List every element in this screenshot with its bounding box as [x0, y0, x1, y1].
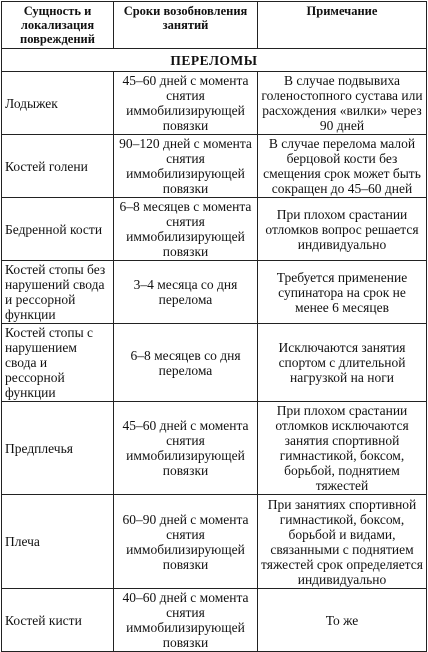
- note-cell: При плохом срастании отломков исключаются занятия спортивной гимнастикой, боксом, борьбой, поднятием тяжестей: [258, 402, 427, 495]
- term-cell: 60–90 дней с момента снятия иммобилизирующей повязки: [114, 495, 258, 589]
- header-row: [2, 2, 427, 49]
- note-cell: То же: [258, 589, 427, 652]
- injury-cell: Костей стопы с нарушением свода и рессорной функции: [2, 324, 114, 402]
- term-cell: 6–8 месяцев с момента снятия иммобилизирующей повязки: [114, 198, 258, 261]
- note-cell: Исключаются занятия спортом с длительной нагрузкой на ноги: [258, 324, 427, 402]
- header-term: Сроки возобновления занятий: [114, 2, 258, 49]
- fracture-recovery-table: [1, 1, 427, 652]
- note-cell: Требуется применение супинатора на срок не менее 6 месяцев: [258, 261, 427, 324]
- table-row: [2, 589, 427, 652]
- injury-cell: Костей голени: [2, 135, 114, 198]
- table-row: [2, 324, 427, 402]
- header-injury: Сущность и локализация повреждений: [2, 2, 114, 49]
- injury-cell: Костей стопы без нарушений свода и рессорной функции: [2, 261, 114, 324]
- note-cell: При плохом срастании отломков вопрос решается индивидуально: [258, 198, 427, 261]
- note-cell: При занятиях спортивной гимнастикой, боксом, борьбой и видами, связанными с поднятием тяжестей срок определяется индивидуально: [258, 495, 427, 589]
- injury-cell: Костей кисти: [2, 589, 114, 652]
- injury-cell: Бедренной кости: [2, 198, 114, 261]
- term-cell: 40–60 дней с момента снятия иммобилизирующей повязки: [114, 589, 258, 652]
- note-cell: В случае перелома малой берцовой кости без смещения срок может быть сокращен до 45–60 дней: [258, 135, 427, 198]
- header-note: Примечание: [258, 2, 427, 49]
- term-cell: 90–120 дней с момента снятия иммобилизирующей повязки: [114, 135, 258, 198]
- table-row: [2, 261, 427, 324]
- table-row: [2, 495, 427, 589]
- injury-cell: Плеча: [2, 495, 114, 589]
- term-cell: 45–60 дней с момента снятия иммобилизирующей повязки: [114, 72, 258, 135]
- note-cell: В случае подвывиха голеностопного сустава или расхождения «вилки» через 90 дней: [258, 72, 427, 135]
- term-cell: 6–8 месяцев со дня перелома: [114, 324, 258, 402]
- table-row: [2, 72, 427, 135]
- injury-cell: Лодыжек: [2, 72, 114, 135]
- section-row: [2, 49, 427, 72]
- table-row: [2, 198, 427, 261]
- term-cell: 3–4 месяца со дня перелома: [114, 261, 258, 324]
- table-row: [2, 135, 427, 198]
- table-row: [2, 402, 427, 495]
- injury-cell: Предплечья: [2, 402, 114, 495]
- section-title: ПЕРЕЛОМЫ: [2, 49, 427, 72]
- term-cell: 45–60 дней с момента снятия иммобилизирующей повязки: [114, 402, 258, 495]
